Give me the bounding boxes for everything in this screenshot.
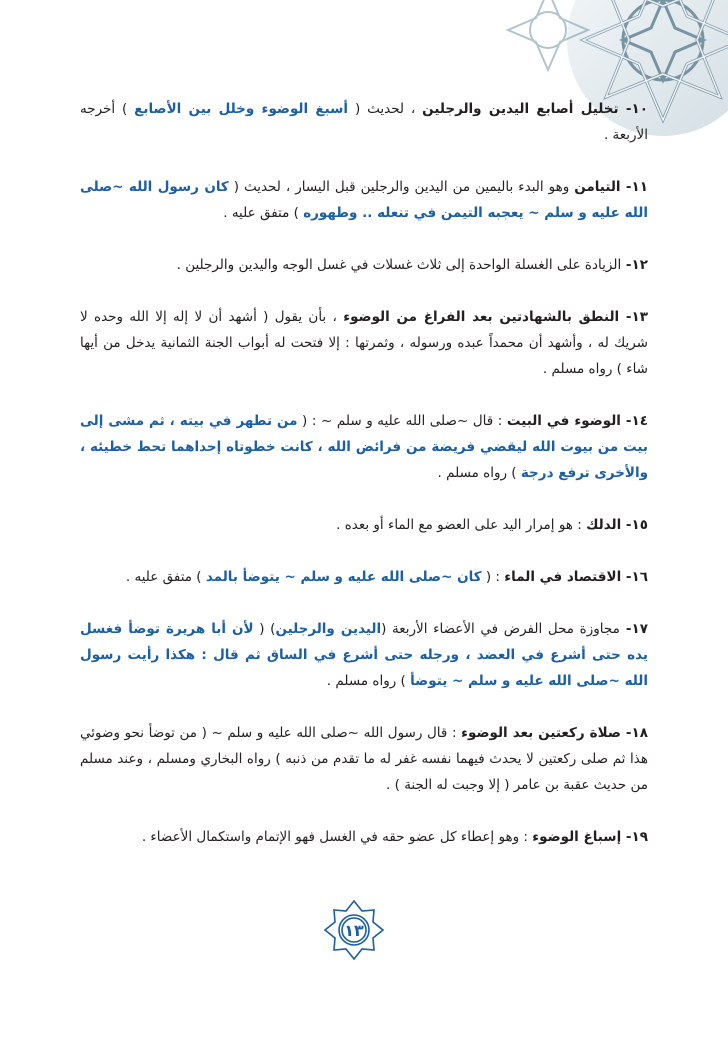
item-heading: الوضوء في البيت	[506, 413, 621, 429]
hadith-quote: كان ~صلى الله عليه و سلم ~ يتوضأ بالمد	[205, 569, 482, 585]
hadith-quote: أسبغ الوضوء وخلل بين الأصابع	[134, 101, 349, 117]
item-number: ١٩-	[621, 829, 648, 845]
item-text: : وهو إعطاء كل عضو حقه في الغسل فهو الإتمام واستكمال الأعضاء .	[141, 829, 533, 845]
item-number: ١١-	[620, 179, 649, 195]
item-number: ١٣-	[619, 309, 648, 325]
page-number-badge	[322, 898, 386, 962]
item-text: ) رواه مسلم .	[326, 673, 411, 689]
item-heading: تخليل أصابع اليدين والرجلين	[422, 101, 619, 117]
item-heading: التيامن	[574, 179, 621, 195]
item-number: ١٥-	[621, 517, 648, 533]
item-heading: إسباغ الوضوء	[532, 829, 622, 845]
page-number: ١٣	[344, 920, 364, 940]
item-number: ١٠-	[618, 101, 648, 117]
item-19	[80, 824, 648, 850]
hadith-quote: اليدين والرجلين	[275, 621, 382, 637]
item-heading: صلاة ركعتين بعد الوضوء	[461, 725, 621, 741]
item-15	[80, 512, 648, 538]
item-text: ) متفق عليه .	[125, 569, 206, 585]
page-text	[80, 96, 648, 876]
item-13	[80, 304, 648, 382]
item-number: ١٦-	[621, 569, 648, 585]
hadith-quote: لأن أبا هريرة توضأ فغسل يده حتى أشرع في العضد ، ورجله حتى أشرع في الساق ثم قال : هكذا رأيت رسول الله ~صلى الله عليه و سلم ~ يتوضأ	[80, 621, 648, 689]
item-18	[80, 720, 648, 798]
item-text: مجاوزة محل الفرض في الأعضاء الأربعة (	[381, 621, 620, 637]
item-17	[80, 616, 648, 694]
item-text: ) رواه مسلم .	[437, 465, 521, 481]
item-number: ١٧-	[619, 621, 648, 637]
item-text: الزيادة على الغسلة الواحدة إلى ثلاث غسلات في غسل الوجه واليدين والرجلين .	[176, 257, 622, 273]
item-16	[80, 564, 648, 590]
item-text: ) أخرجه الأربعة .	[80, 101, 648, 143]
item-heading: النطق بالشهادتين بعد الفراغ من الوضوء	[343, 309, 620, 325]
item-11	[80, 174, 648, 226]
item-number: ١٤-	[620, 413, 648, 429]
item-heading: الدلك	[586, 517, 622, 533]
item-text: ) (	[253, 621, 276, 637]
item-text: : قال ~صلى الله عليه و سلم ~ : (	[297, 413, 507, 429]
item-10	[80, 96, 648, 148]
item-14	[80, 408, 648, 486]
item-text: : (	[481, 569, 505, 585]
item-heading: الاقتصاد في الماء	[504, 569, 622, 585]
item-text: ، بأن يقول ( أشهد أن لا إله إلا الله وحده لا شريك له ، وأشهد أن محمداً عبده ورسوله ، وثمرتها : إلا فتحت له أبواب الجنة الثمانية يدخل من أيها شاء ) رواه مسلم .	[80, 309, 648, 377]
item-number: ١٢-	[621, 257, 648, 273]
item-text: ، لحديث (	[348, 101, 423, 117]
item-text: : قال رسول الله ~صلى الله عليه و سلم ~ ( من توضأ نحو وضوئي هذا ثم صلى ركعتين لا يحدث فيهما نفسه غفر له ما تقدم من ذنبه ) رواه البخاري ومسلم ، وعند مسلم من حديث عقبة بن عامر ( إلا وجبت له الجنة ) .	[80, 725, 648, 793]
item-text: ) متفق عليه .	[223, 205, 304, 221]
hadith-quote: من تطهر في بيته ، ثم مشى إلى بيت من بيوت الله ليقضي فريضة من فرائض الله ، كانت خطوتاه إحداهما تحط خطيئه ، والأخرى ترفع درجة	[80, 413, 648, 481]
hadith-quote: كان رسول الله ~صلى الله عليه و سلم ~ يعجبه التيمن في تنعله .. وطهوره	[80, 179, 648, 221]
item-text: وهو البدء باليمين من اليدين والرجلين قبل اليسار ، لحديث (	[228, 179, 575, 195]
item-text: : هو إمرار اليد على العضو مع الماء أو بعده .	[336, 517, 587, 533]
item-12	[80, 252, 648, 278]
item-number: ١٨-	[620, 725, 648, 741]
